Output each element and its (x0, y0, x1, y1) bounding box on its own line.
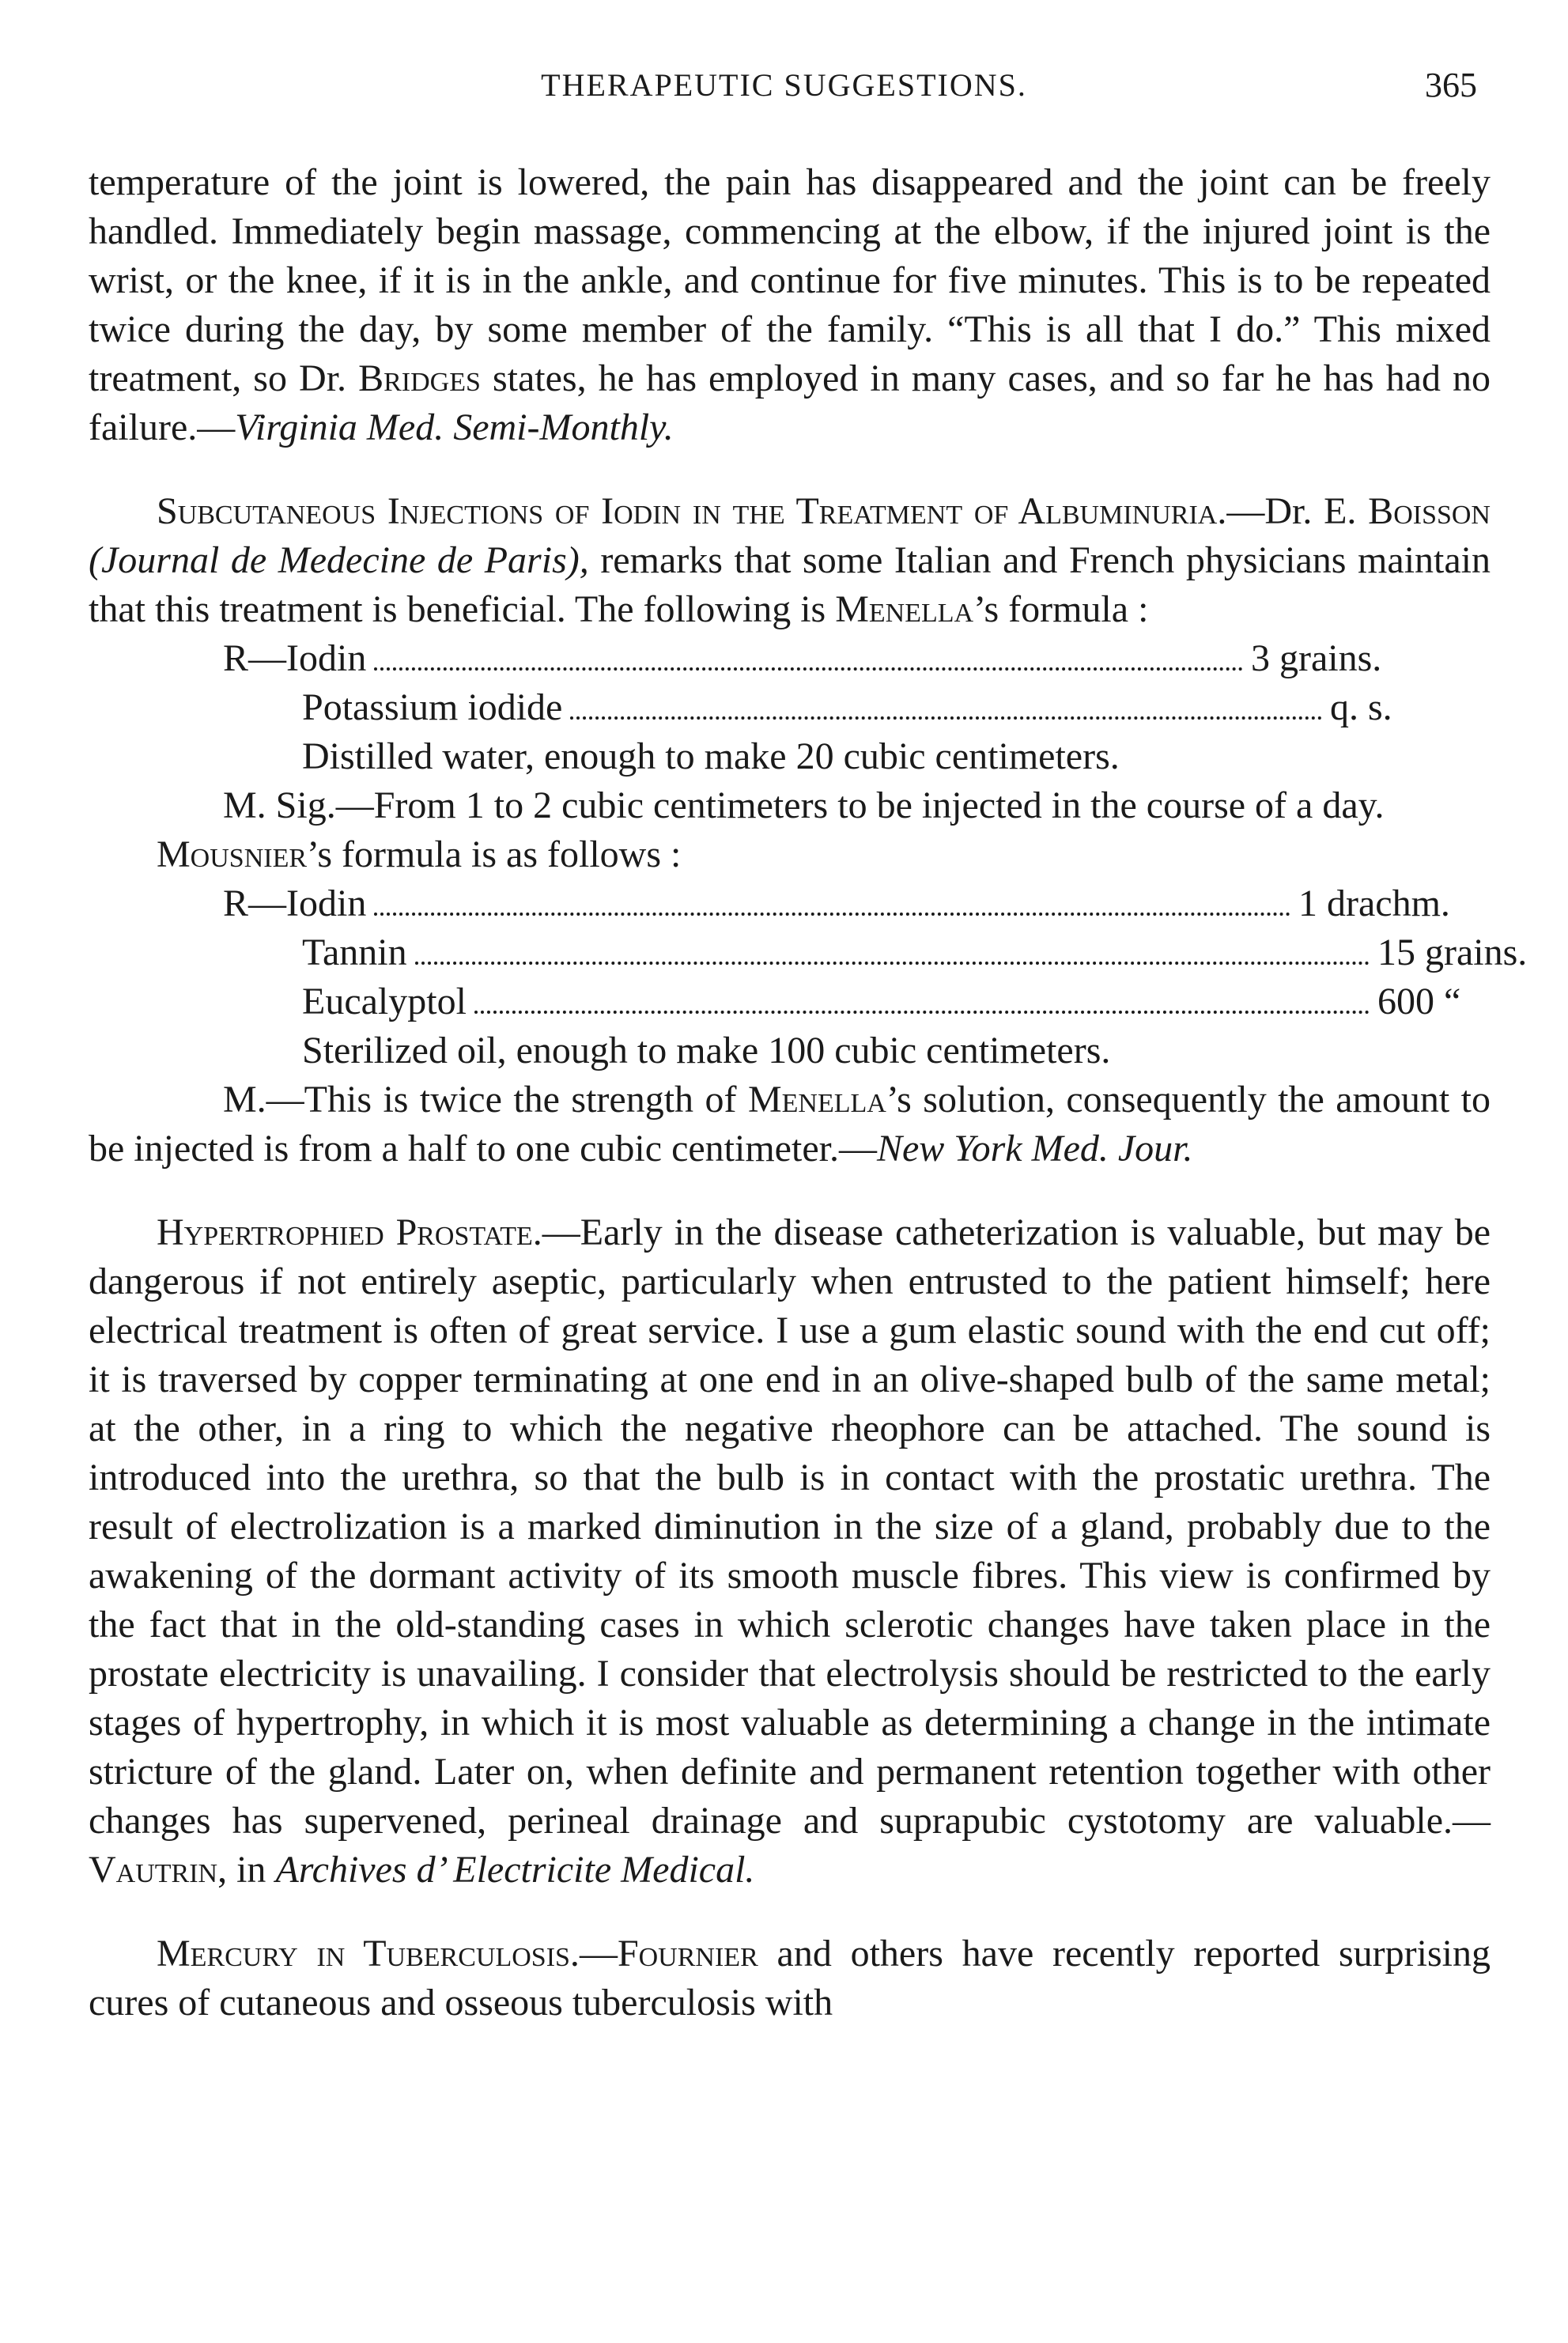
formula-mousnier (89, 879, 1528, 1075)
paragraph-text: and others have recently reported surprising cures of cutaneous and osseous tuberculosis with (89, 1933, 1491, 2024)
paragraph-prostate (89, 1208, 1491, 1895)
leader-dots (374, 913, 1290, 916)
ingredient-name: R—Iodin (223, 637, 367, 679)
ingredient-quantity: 3 grains. (1251, 637, 1382, 679)
formula-note: Distilled water, enough to make 20 cubic centimeters. (302, 735, 1120, 777)
author-name: Bridges (358, 357, 481, 399)
paragraph-text: temperature of the joint is lowered, the pain has disappeared and the joint can be freely handled. Immediately begin massage, commencing at the elbow, if the injured joint is the wrist, or the knee, if it is in the ankle, and continue for five minutes. This is to be repeated twice during the day, by some member of the family. “This is all that I do.” This mixed treatment, so Dr. (89, 161, 1491, 399)
formula-row (89, 977, 1568, 1026)
author-name: Fournier (617, 1933, 758, 1975)
paragraph-text: ’s formula is as follows : (307, 833, 682, 875)
page-number: 365 (1425, 66, 1477, 104)
leader-dots (570, 716, 1322, 720)
ingredient-quantity: 15 grains. (1377, 932, 1528, 973)
leader-dots (374, 667, 1243, 671)
formula-menella (89, 634, 1491, 781)
paragraph-text: M.—This is twice the strength of (223, 1079, 748, 1120)
author-name: Menella (835, 588, 974, 630)
formula-note: Sterilized oil, enough to make 100 cubic centimeters. (302, 1030, 1111, 1071)
ingredient-quantity: q. s. (1330, 686, 1392, 728)
page-body (89, 158, 1528, 2027)
ingredient-name: Tannin (302, 932, 407, 973)
formula-row (89, 928, 1568, 977)
paragraph-mercury (89, 1929, 1491, 2027)
leader-dots (415, 962, 1370, 965)
paragraph-text: remarks that some Italian and French physicians maintain that this treatment is beneficial. The following is (89, 539, 1491, 630)
source-citation: Virginia Med. Semi-Monthly. (235, 406, 674, 448)
paragraph-sig: M. Sig.—From 1 to 2 cubic centimeters to be injected in the course of a day. (223, 784, 1385, 826)
author-name: Mousnier (157, 833, 308, 875)
paragraph-text: —Dr. E. (1226, 490, 1369, 532)
paragraph-text: ’s solution, consequently the amount to be injected is from a half to one cubic centimeter.— (89, 1079, 1491, 1170)
author-name: Vautrin (89, 1849, 218, 1891)
ingredient-quantity: 1 drachm. (1298, 882, 1450, 924)
paragraph-text: ’s formula : (973, 588, 1149, 630)
formula-row (89, 683, 1536, 732)
ingredient-quantity: 600 “ (1377, 981, 1461, 1022)
paragraph-text: — (579, 1933, 618, 1975)
formula-row (89, 879, 1504, 928)
formula-row (89, 634, 1457, 683)
ingredient-name: R—Iodin (223, 882, 367, 924)
source-citation: New York Med. Jour. (876, 1128, 1193, 1170)
paragraph-mousnier (89, 830, 1491, 879)
paragraph-text: , in (217, 1849, 276, 1891)
section-heading: Hypertrophied Prostate. (157, 1211, 542, 1253)
source-citation: Archives d’ Electricite Medical. (275, 1849, 755, 1891)
section-heading: Subcutaneous Injections of Iodin in the Treatment of Albuminuria. (157, 490, 1227, 532)
author-name: Menella (747, 1079, 886, 1120)
paragraph-strength (89, 1075, 1491, 1173)
paragraph-text: —Early in the disease catheterization is valuable, but may be dangerous if not entirely aseptic, particularly when entrusted to the patient himself; here electrical treatment is often of great service. I use a gum elastic sound with the end cut off; it is traversed by copper terminating at one end in an olive-shaped bulb of the same metal; at the other, in a ring to which the negative rheophore can be attached. The sound is introduced into the urethra, so that the bulb is in contact with the prostatic urethra. The result of electrolization is a marked diminution in the size of a gland, probably due to the awakening of the dormant activity of its smooth muscle fibres. This view is confirmed by the fact that in the old-standing cases in which sclerotic changes have taken place in the prostate electricity is unavailing. I consider that electrolysis should be restricted to the early stages of hypertrophy, in which it is most valuable as determining a change in the intimate stricture of the gland. Later on, when definite and permanent retention together with other changes has supervened, perineal drainage and suprapubic cystotomy are valuable.— (89, 1211, 1491, 1842)
running-head: THERAPEUTIC SUGGESTIONS. (541, 67, 1027, 103)
paragraph-joint-treatment (89, 158, 1491, 452)
paragraph-text: states, he has employed in many cases, and so far he has had no failure.— (89, 357, 1491, 448)
ingredient-name: Potassium iodide (302, 686, 563, 728)
journal-name: (Journal de Medecine de Paris), (89, 539, 589, 581)
page-header (0, 66, 1568, 114)
paragraph-iodin (89, 487, 1491, 634)
section-heading: Mercury in Tuberculosis. (157, 1933, 580, 1975)
leader-dots (474, 1011, 1370, 1014)
author-name: Boisson (1368, 490, 1491, 532)
ingredient-name: Eucalyptol (302, 981, 467, 1022)
